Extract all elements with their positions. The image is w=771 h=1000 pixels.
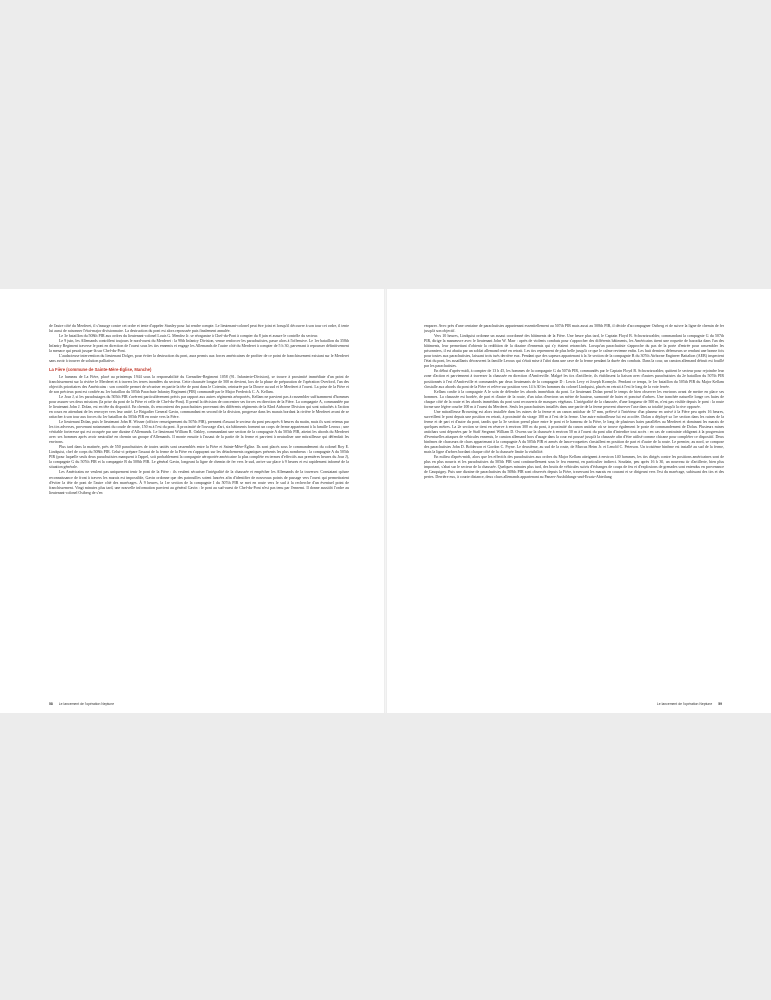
paragraph: En milieu d'après-midi, alors que les effectifs des parachutistes aux ordres du Major Kellam atteignent à environ 140 hommes, les tirs dirigés contre les positions américaines sont de plus en plus nourris et les parachutistes du 505th PIR sont continuellement sous le feu ennemi, en particulier indirect. Soudain, peu après 16 h 30, un nouveau tir d'artillerie, bien plus important, s'abat sur le secteur de la chaussée. Quelques minutes plus tard, des bruits de véhicules suivis d'échanges de coups de feu et d'explosions de grenades sont entendus en provenance de Cauquigny. Puis une dizaine de parachutistes du 508th PIR sont observés depuis la Fière, traversant les marais en courant et se dirigeant vers l'est du marécage, subissant des tirs et des pertes. Derrière eux, à courte distance, deux chars allemands appartenant au Panzer-Ausbildungs-und-Ersatz-Abteilung [424, 454, 724, 480]
paragraph: L'audacieuse intervention du lieutenant Dolger, pour éviter la destruction du pont, aura permis aux forces américaines de profiter de ce point de franchissement existant sur le Merderet sans avoir à trouver de solution palliative. [49, 353, 349, 364]
paragraph: Le 9 juin, les Allemands contrôlent toujours le nord-ouest du Merderet : la 90th Infantry Division, venue renforcer les parachutistes, passe alors à l'offensive. Le 1er bataillon du 358th Infantry Regiment traverse le pont en direction de l'ouest sous les tirs ennemis et engage les Allemands de l'autre côté du Merderet à compter de 5 h 30, parvenant à repousser définitivement la menace qui pesait jusque-là sur Chef-du-Pont. [49, 338, 349, 354]
paragraph: Le Jour J, si les parachutages du 505th PIR s'avèrent particulièrement précis par rapport aux autres régiments aéroportés, Kellam ne parvient pas à rassembler suffisamment d'hommes pour assurer ses deux missions (la prise du pont de la Fière et celle de Chef-du-Pont). Il prend la décision de concentrer ses forces en direction de la Fière. La compagnie A, commandée par le lieutenant John J. Dolan, est en tête du dispositif. En chemin, ils rencontrent des parachutistes provenant des différents régiments de la 82nd Airborne Division qui sont rattachés à l'action en cours en attendant de les renvoyer vers leur unité. Le Brigadier General Gavin, commandant en second de la division, progresse dans les marais bordant la rivière le Merderet avant de se rattacher à son tour aux forces du 1er bataillon du 505th PIR en route vers la Fière. [49, 393, 349, 419]
paragraph: Les Américains ne veulent pas uniquement tenir le pont de la Fière : ils veulent sécuriser l'intégralité de la chaussée et empêcher les Allemands de la traverser. Constatant qu'une reconnaissance de front à travers les marais est impossible, Gavin ordonne que des patrouilles soient lancées afin d'identifier de nouveaux points de passage vers l'ouest qui permettraient d'éviter la tête de pont de l'autre côté des marécages. À 9 heures, la 1re section de la compagnie I du 507th PIR se met en route vers le sud à la recherche d'un éventuel point de franchissement. Vingt minutes plus tard, une nouvelle information parvient au général Gavin : le pont au sud-ouest de Chef-du-Pont n'est pas tenu par l'ennemi. Il donne aussitôt l'ordre au lieutenant-colonel Ostberg de s'en [49, 469, 349, 495]
page-number: 58 [49, 702, 53, 706]
paragraph: Plus tard dans la matinée, près de 550 parachutistes de toutes unités sont rassemblés entre la Fière et Sainte-Mère-Église. Ils sont placés sous le commandement du colonel Roy E. Lindquist, chef de corps du 508th PIR. Celui-ci prépare l'assaut de la ferme de la Fière en s'appuyant sur les détachements organiques présents les plus nombreux : la compagnie A du 505th PIR (pour laquelle seuls deux parachutistes manquent à l'appel, soit probablement la compagnie aéroportée américaine la plus complète en termes d'effectifs aux premières heures du Jour J), la compagnie G du 507th PIR et la compagnie B du 508th PIR. Le général Gavin, longeant la ligne de chemin de fer vers le sud, arrive sur place à 9 heures et est rapidement informé de la situation générale. [49, 444, 349, 470]
section-heading: La Fière (commune de Sainte-Mère-Église, Manche) [49, 367, 152, 373]
paragraph: de l'autre côté du Merderet, il s'insurge contre cet ordre et tente d'appeler Stanley pour lui rendre compte. Le lieutenant-colonel peut être joint et lorsqu'il découvre à son tour cet ordre, il tente lui aussi de raisonner l'état-major divisionnaire. La destruction du pont est alors repoussée puis finalement annulée. [49, 323, 349, 334]
paragraph: Le 3e bataillon du 508th PIR aux ordres du lieutenant-colonel Louis G. Mendez Jr. se réorganise à Chef-du-Pont à compter du 8 juin et assure le contrôle du secteur. [59, 333, 318, 339]
book-spread [0, 289, 771, 713]
paragraph: emparer. Avec près d'une centaine de parachutistes appartenant essentiellement au 507th PIR mais aussi au 508th PIR, il décide d'accompagner Ostberg et de suivre la ligne de chemin de fer jusqu'à son objectif. [424, 323, 724, 334]
paragraph: Le hameau de La Fière, placé au printemps 1944 sous la responsabilité du Grenadier-Regiment 1058 (91. Infanterie-Division), se trouve à proximité immédiate d'un point de franchissement sur la rivière le Merderet et à travers les terres inondées du secteur. Cette chaussée longue de 500 m devient, lors de la phase de préparation de l'opération Overlord, l'un des objectifs prioritaires des Américains : son contrôle permet de sécuriser en partie la tête de pont dans le Cotentin, ceinturée par la Douve au sud et le Merderet à l'ouest. La prise de la Fière et de son précieux pont est confiée au 1er bataillon du 505th Parachute Infantry Regiment (PIR) commandé par le Major Frederick C. A. Kellam. [49, 373, 349, 394]
left-page-text [49, 323, 349, 689]
paragraph: Kellam confie à la compagnie A le soin de défendre les abords immédiats du pont. Le lieutenant Dolan prend le temps de bien observer les environs avant de mettre en place ses hommes. La chaussée est bordée, de part et d'autre de la route, d'un talus d'environ un mètre de hauteur, surmonté de haies et ponctué d'arbres. Une tranchée naturelle longe ces haies de chaque côté de la route et les abords immédiats du pont sont recouverts de masques végétaux. L'intégralité de la chaussée, d'une longueur de 500 m, n'est pas visible depuis le pont : la route forme une légère courbe 100 m à l'ouest du Merderet. Seuls les parachutistes installés dans une partie de la ferme peuvent observer l'axe dans sa totalité jusqu'à la rive opposée. [424, 388, 724, 409]
paragraph: Le lieutenant Dolan, puis le lieutenant John H. Wisner (officier renseignement du 507th PIR), prennent d'assaut le secteur du pont peu après 6 heures du matin, mais ils sont retenus par les tirs adverses, provenant notamment du coude de route, 150 m à l'est du pont. À proximité de l'ouvrage d'art, six bâtiments forment un corps de ferme appartenant à la famille Leroux ; une véritable forteresse qui est occupée par une dizaine d'Allemands. Le lieutenant William R. Oakley, commandant une section de la compagnie A du 505th PIR, atteint les abords du Merderet avec ses hommes après avoir neutralisé en chemin un groupe d'Allemands. Il monte ensuite à l'assaut de la partie de la ferme et parvient à neutraliser une mitrailleuse qui défendait les environs. [49, 419, 349, 445]
right-page-footer [657, 702, 722, 706]
right-page-text [424, 323, 724, 689]
paragraph: Vers 10 heures, Lindquist ordonne un assaut coordonné des bâtiments de la Fière. Une heure plus tard, le Captain Floyd B. Schwartzwalder, commandant la compagnie G du 507th PIR, dirige la manœuvre avec le lieutenant John W. Marr : après de violents combats pour s'approcher des différents bâtiments, les Américains tirent une roquette de bazooka dans l'un des bâtiments, leur permettant d'obtenir la reddition de la dizaine d'ennemis qui s'y étaient retranchés. Lorsqu'un parachutiste s'approche du pas de la porte d'entrée pour rassembler les prisonniers, il est abattu par un soldat allemand resté en retrait. Les tirs reprennent de plus belle jusqu'à ce que le calme revienne enfin. Les huit derniers défenseurs se rendant une bonne fois pour toutes aux parachutistes, laissant trois tués derrière eux. Pendant que des sapeurs appartenant à la 3e section de la compagnie B du 307th Airborne Engineer Battalion (AEB) inspectent l'état du pont, les assaillants découvrent la famille Leroux qui s'était mise à l'abri dans une cave de la ferme pendant la durée des combats. Dans la cour, un camion allemand détruit est fouillé par les parachutistes. [424, 333, 724, 369]
running-title: Le lancement de l'opération Neptune [656, 702, 713, 706]
running-title: Le lancement de l'opération Neptune [58, 702, 115, 706]
left-page-footer [49, 702, 114, 706]
paragraph: En début d'après-midi, à compter de 13 h 45, les hommes de la compagnie G du 507th PIR, commandés par le Captain Floyd B. Schwartzwalder, quittent le secteur pour rejoindre leur zone d'action et parviennent à traverser la chaussée en direction d'Amfreville. Malgré les tirs d'artillerie, ils établissent la liaison avec d'autres parachutistes du 2e bataillon du 507th PIR positionnés à l'est d'Amfreville et commandés par deux lieutenants de la compagnie D : Lewis Levy et Joseph Kormylo. Pendant ce temps, le 1er bataillon du 505th PIR du Major Kellam s'installe aux abords du pont de la Fière et relève sur position vers 14 h 30 les hommes du colonel Lindquist, placés en retrait à l'est le long de la voie ferrée. [424, 368, 724, 389]
paragraph: Une mitrailleuse Browning est alors installée dans les ruines de la ferme et un canon antichar de 57 mm, prélevé à l'intérieur d'un planeur en arrivé à la Fière peu après 16 heures, surveillent le pont depuis une position en retrait, à proximité du virage 100 m à l'est de la ferme. Une autre mitrailleuse lui est accolée. Dolan a déployé sa 1re section dans les ruines de la ferme et de part et d'autre du pont, tandis que la 3e section prend place entre le pont et le hameau de la Fière, le long de plusieurs haies parallèles au Merderet et dominant les marais de quelques mètres. La 2e section se tient en réserve à environ 300 m du pont, à proximité du canon antichar où se trouve également le poste de commandement de Dolan. Plusieurs mines antichars sont déposées par le Staff Sergeant William D. Owens sur la chaussée à environ 50 m à l'ouest du pont afin d'interdire tout accès : en cas de contrainte obligeant à la progression d'éventuelles attaques de véhicules ennemis, le camion allemand hors d'usage dans la cour est poussé jusqu'à la chaussée afin d'être utilisé comme chicane pour compléter ce dispositif. Deux binômes de chasseurs de chars appartenant à la compagnie A du 505th PIR et armés de lance-roquettes s'installent en position de part et d'autre de la route. Le premier, au nord, se compose des parachutistes John D. Bolderson et Gordon C. Pryne. Le deuxième, au sud de la route, de Marcus Heim Jr. et Lenold C. Peterson. Un troisième binôme est installé au sud de la ferme, mais la ligne d'arbres bordant chaque côté de la chaussée limite la visibilité. [424, 408, 724, 455]
book-gutter [384, 289, 387, 713]
page-number: 59 [718, 702, 722, 706]
